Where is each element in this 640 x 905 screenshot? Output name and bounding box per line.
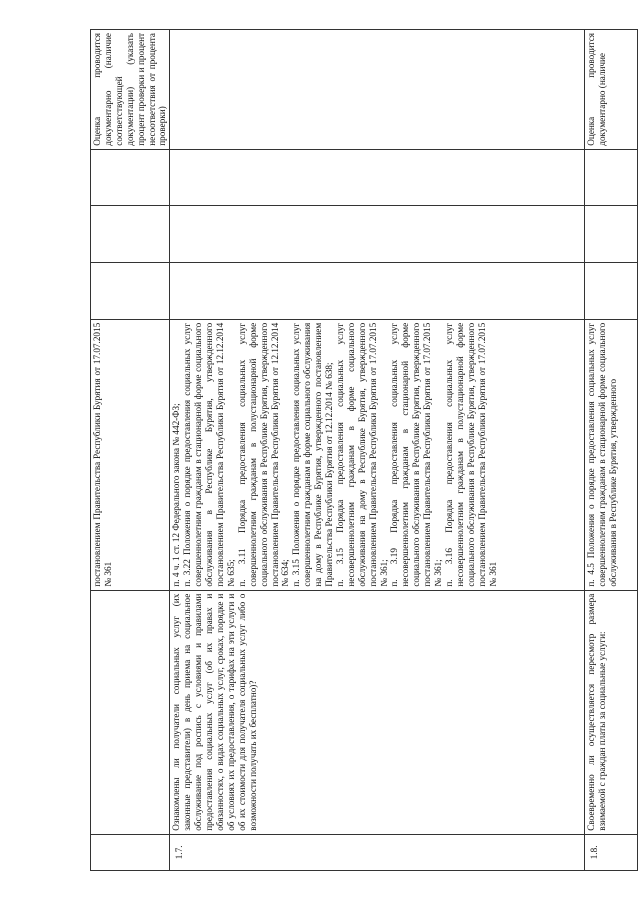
number-cell: [91, 834, 170, 870]
table-row-1-7: [170, 30, 585, 871]
question-text: Своевременно ли осуществляется пересмотр размера взимаемой с граждан платы за социальные услуги:: [586, 593, 608, 831]
not-applicable-cell: [585, 149, 638, 206]
table-row-continuation: [91, 30, 170, 871]
no-cell: [170, 206, 585, 263]
reference-cell: [170, 319, 585, 590]
question-cell: [91, 590, 170, 834]
reference-item: п. 4.5 Положения о порядке предоставления социальных услуг совершеннолетним гражданам в стационарной форме социального обслуживания в Республике Бурятия, утвержденного: [586, 322, 619, 587]
reference-cell: [585, 319, 638, 590]
reference-item: п. 3.16 Порядка предоставления социальных услуг несовершеннолетним гражданам в полустационарной форме социального обслуживания в Республике Бурятия, утвержденного постановлением Правительства Республики Бурятия от 17.07.2015 № 361: [444, 322, 498, 587]
yes-cell: [170, 263, 585, 320]
reference-cell: [91, 319, 170, 590]
reference-item: п. 3.11 Порядка предоставления социальных услуг совершеннолетним гражданам в полустационарной форме социального обслуживания в Республике Бурятия, утвержденного постановлением Правительства Республики Бурятия от 12.12.2014 № 634;: [236, 322, 291, 587]
number-cell: [170, 834, 585, 870]
no-cell: [91, 206, 170, 263]
reference-item: п. 3.22 Положения о порядке предоставления социальных услуг совершеннолетним гражданам в стационарной форме социального обслуживания в Республике Бурятия, утвержденного постановлением Правительства Республики Бурятия от 12.12.2014 № 635;: [182, 322, 236, 587]
inspection-checklist-table: [90, 29, 638, 871]
remark-cell: [91, 30, 170, 150]
row-number: 1.7.: [174, 845, 185, 860]
number-cell: [585, 834, 638, 870]
reference-text: постановлением Правительства Республики Бурятия от 17.07.2015 № 361: [92, 322, 113, 587]
remark-text: Оценка проводится документарно (наличие: [586, 33, 608, 146]
remark-cell: [585, 30, 638, 150]
remark-text: Оценка проводится документарно (наличие соответствующей документации) (указать процент проверки и процент несоответствия от процента проверки): [92, 33, 168, 146]
no-cell: [585, 206, 638, 263]
not-applicable-cell: [91, 149, 170, 206]
reference-item: п. 3.15 Порядка предоставления социальных услуг несовершеннолетним гражданам в форме социального обслуживания на дому в Республике Бурятия, утвержденного постановлением Правительства Республики Бурятия от 17.07.2015 № 361;: [334, 322, 389, 587]
question-text: Ознакомлены ли получатели социальных услуг (их законные представители) в день приема на социальное обслуживание под роспись с условиями и правилами предоставления социальных услуг (об их правах и обязанностях, о видах социальных услуг, сроках, порядке и об условиях их предоставления, о тарифах на эти услуги и об их стоимости для получателя социальных услуг либо о возможности получать их бесплатно)?: [171, 593, 258, 831]
question-cell: [170, 590, 585, 834]
reference-item: п. 4 ч. 1 ст. 12 Федерального закона № 442-ФЗ;: [171, 403, 182, 587]
remark-cell: [170, 30, 585, 150]
yes-cell: [585, 263, 638, 320]
reference-item: п. 3.15 Положения о порядке предоставления социальных услуг совершеннолетним гражданам в форме социального обслуживания на дому в Республике Бурятия, утвержденного постановлением Правительства Республики Бурятия от 12.12.2014 № 638;: [291, 322, 335, 587]
question-cell: [585, 590, 638, 834]
not-applicable-cell: [170, 149, 585, 206]
table-row-1-8: [585, 30, 638, 871]
reference-item: п. 3.19 Порядка предоставления социальных услуг несовершеннолетним гражданам в стационарной форме социального обслуживания в Республике Бурятия, утвержденного постановлением Правительства Республики Бурятия от 17.07.2015 № 361;: [389, 322, 444, 587]
yes-cell: [91, 263, 170, 320]
row-number: 1.8.: [589, 845, 600, 860]
